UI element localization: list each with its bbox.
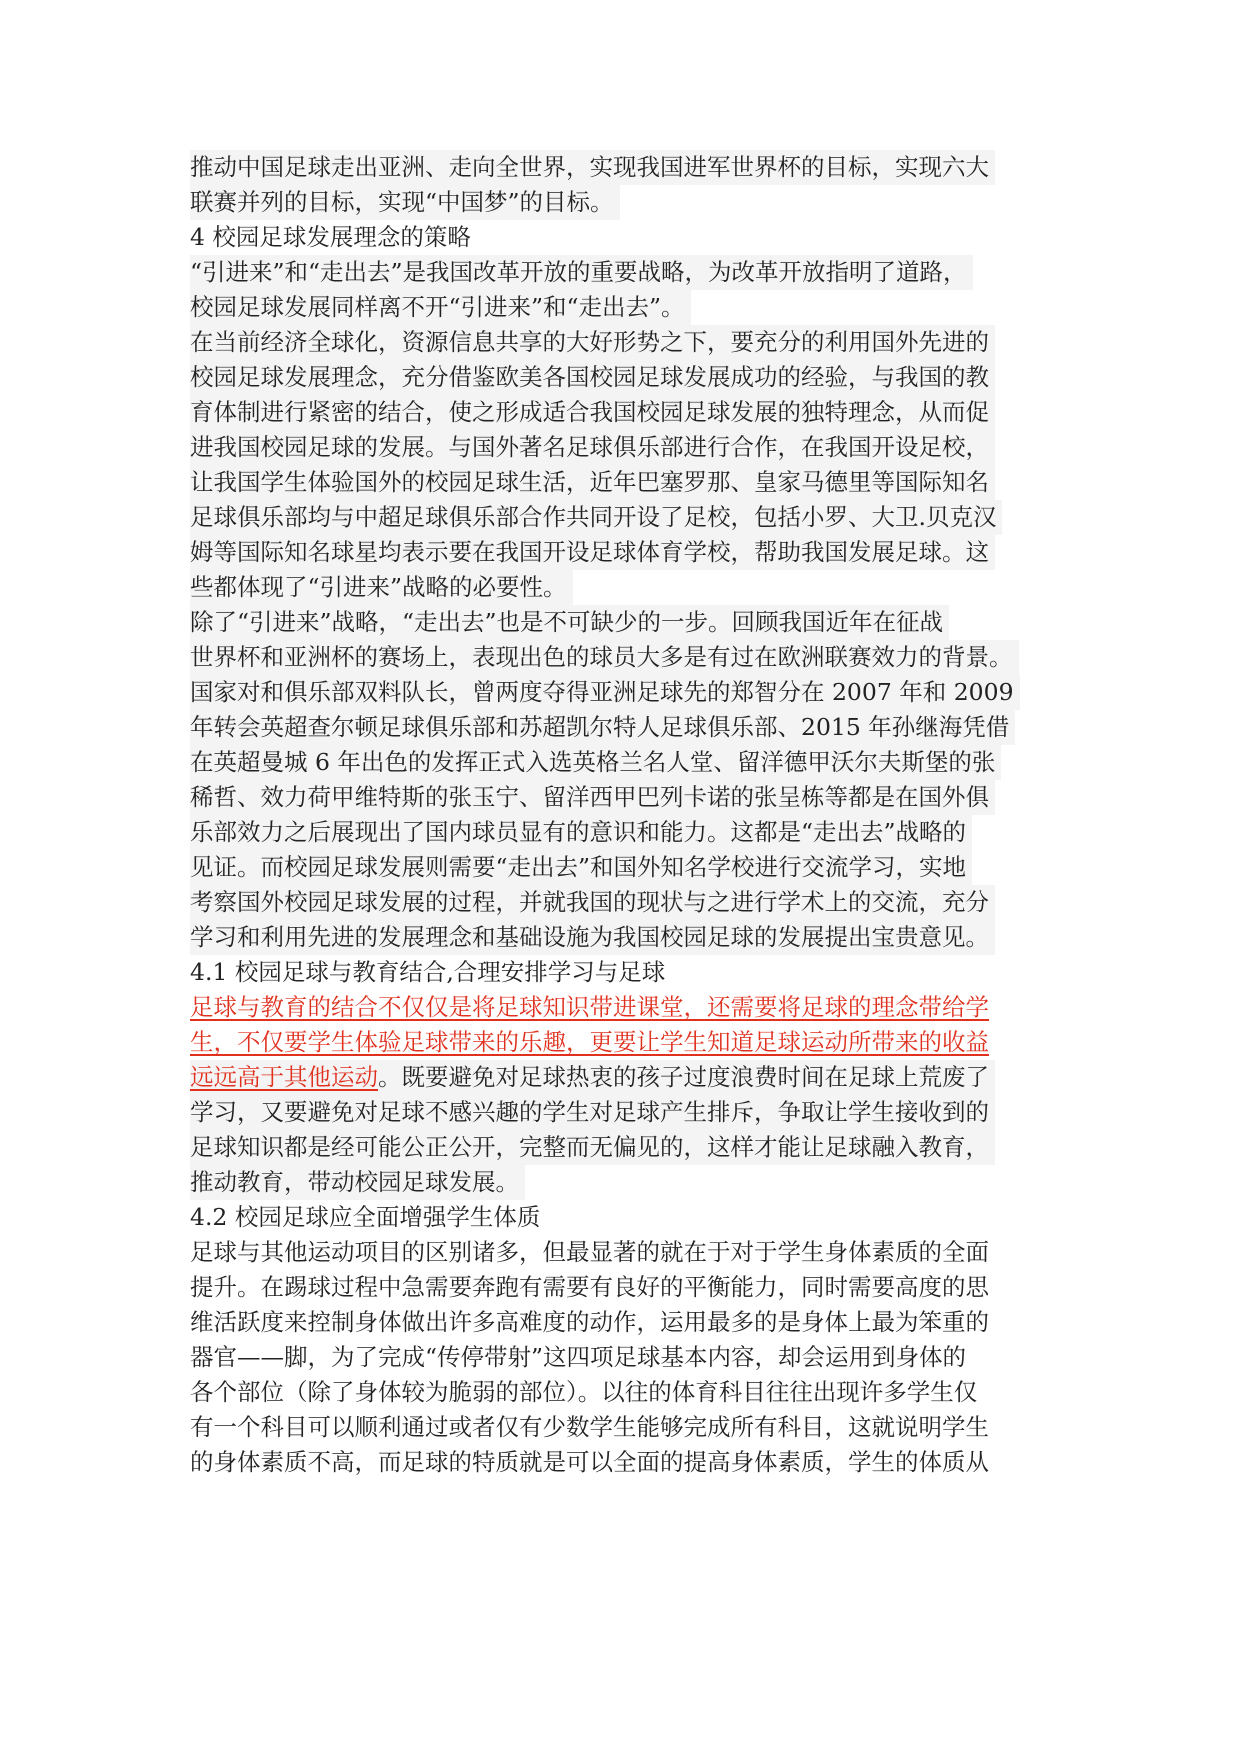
line-text: 有一个科目可以顺利通过或者仅有少数学生能够完成所有科目，这就说明学生 <box>190 1413 989 1441</box>
line-text: 推动中国足球走出亚洲、走向全世界，实现我国进军世界杯的目标，实现六大 <box>190 153 989 181</box>
highlighted-text: 远远高于其他运动 <box>190 1063 378 1091</box>
line-text: 校园足球发展理念，充分借鉴欧美各国校园足球发展成功的经验，与我国的教 <box>190 363 989 391</box>
line-text: 些都体现了“引进来”战略的必要性。 <box>190 573 567 601</box>
section-heading <box>190 955 1070 990</box>
line-text: 年转会英超查尔顿足球俱乐部和苏超凯尔特人足球俱乐部、2015 年孙继海凭借 <box>190 713 1010 741</box>
text-line <box>190 1060 1070 1095</box>
text-line <box>190 500 1070 535</box>
text-line <box>190 815 1070 850</box>
line-text: 联赛并列的目标，实现“中国梦”的目标。 <box>190 188 614 216</box>
line-text: 推动教育，带动校园足球发展。 <box>190 1168 519 1196</box>
line-text: 4.2 校园足球应全面增强学生体质 <box>190 1203 541 1231</box>
line-text: 的身体素质不高，而足球的特质就是可以全面的提高身体素质，学生的体质从 <box>190 1448 989 1476</box>
text-line <box>190 325 1070 360</box>
line-text: 各个部位（除了身体较为脆弱的部位）。以往的体育科目往往出现许多学生仅 <box>190 1378 978 1406</box>
line-text: 稀哲、效力荷甲维特斯的张玉宁、留洋西甲巴列卡诺的张呈栋等都是在国外俱 <box>190 783 989 811</box>
text-line <box>190 465 1070 500</box>
line-text: 学习，又要避免对足球不感兴趣的学生对足球产生排斥，争取让学生接收到的 <box>190 1098 989 1126</box>
text-line <box>190 1340 1070 1375</box>
line-text: 器官——脚，为了完成“传停带射”这四项足球基本内容，却会运用到身体的 <box>190 1343 967 1371</box>
document-body <box>190 150 1070 1480</box>
line-text: 国家对和俱乐部双料队长，曾两度夺得亚洲足球先的郑智分在 2007 年和 2009 <box>190 678 1014 706</box>
line-text: 足球知识都是经可能公正公开，完整而无偏见的，这样才能让足球融入教育， <box>190 1133 989 1161</box>
line-text: 维活跃度来控制身体做出许多高难度的动作，运用最多的是身体上最为笨重的 <box>190 1308 989 1336</box>
line-text: 育体制进行紧密的结合，使之形成适合我国校园足球发展的独特理念，从而促 <box>190 398 989 426</box>
text-line <box>190 1270 1070 1305</box>
text-line <box>190 290 1070 325</box>
text-line <box>190 1375 1070 1410</box>
line-text: 。既要避免对足球热衷的孩子过度浪费时间在足球上荒废了 <box>378 1063 989 1091</box>
text-line <box>190 1165 1070 1200</box>
text-line <box>190 780 1070 815</box>
text-line <box>190 1130 1070 1165</box>
text-line <box>190 640 1070 675</box>
line-text: 学习和利用先进的发展理念和基础设施为我国校园足球的发展提出宝贵意见。 <box>190 923 989 951</box>
line-text: 校园足球发展同样离不开“引进来”和“走出去”。 <box>190 293 685 321</box>
line-text: 世界杯和亚洲杯的赛场上，表现出色的球员大多是有过在欧洲联赛效力的背景。 <box>190 643 1013 671</box>
text-line <box>190 255 1070 290</box>
line-text: 考察国外校园足球发展的过程，并就我国的现状与之进行学术上的交流，充分 <box>190 888 989 916</box>
section-heading <box>190 1200 1070 1235</box>
text-line <box>190 150 1070 185</box>
text-line <box>190 710 1070 745</box>
text-line <box>190 535 1070 570</box>
text-line <box>190 1235 1070 1270</box>
line-text: “引进来”和“走出去”是我国改革开放的重要战略，为改革开放指明了道路， <box>190 258 967 286</box>
text-line <box>190 1410 1070 1445</box>
highlighted-text: 足球与教育的结合不仅仅是将足球知识带进课堂，还需要将足球的理念带给学 <box>190 993 989 1021</box>
text-line <box>190 920 1070 955</box>
line-text: 除了“引进来”战略，“走出去”也是不可缺少的一步。回顾我国近年在征战 <box>190 608 944 636</box>
text-line <box>190 1025 1070 1060</box>
text-line <box>190 990 1070 1025</box>
line-text: 提升。在踢球过程中急需要奔跑有需要有良好的平衡能力，同时需要高度的思 <box>190 1273 989 1301</box>
line-text: 让我国学生体验国外的校园足球生活，近年巴塞罗那、皇家马德里等国际知名 <box>190 468 989 496</box>
line-text: 见证。而校园足球发展则需要“走出去”和国外知名学校进行交流学习，实地 <box>190 853 967 881</box>
line-text: 乐部效力之后展现出了国内球员显有的意识和能力。这都是“走出去”战略的 <box>190 818 967 846</box>
text-line <box>190 745 1070 780</box>
text-line <box>190 885 1070 920</box>
text-line <box>190 430 1070 465</box>
text-line <box>190 1095 1070 1130</box>
text-line <box>190 360 1070 395</box>
text-line <box>190 1305 1070 1340</box>
text-line <box>190 395 1070 430</box>
text-line <box>190 675 1070 710</box>
line-text: 4.1 校园足球与教育结合,合理安排学习与足球 <box>190 958 666 986</box>
highlighted-text: 生，不仅要学生体验足球带来的乐趣，更要让学生知道足球运动所带来的收益 <box>190 1028 989 1056</box>
line-text: 在当前经济全球化，资源信息共享的大好形势之下，要充分的利用国外先进的 <box>190 328 989 356</box>
line-text: 足球俱乐部均与中超足球俱乐部合作共同开设了足校，包括小罗、大卫.贝克汉 <box>190 503 997 531</box>
text-line <box>190 570 1070 605</box>
line-text: 在英超曼城 6 年出色的发挥正式入选英格兰名人堂、留洋德甲沃尔夫斯堡的张 <box>190 748 996 776</box>
line-text: 4 校园足球发展理念的策略 <box>190 223 471 251</box>
line-text: 进我国校园足球的发展。与国外著名足球俱乐部进行合作，在我国开设足校， <box>190 433 989 461</box>
line-text: 姆等国际知名球星均表示要在我国开设足球体育学校，帮助我国发展足球。这 <box>190 538 989 566</box>
line-text: 足球与其他运动项目的区别诸多，但最显著的就在于对于学生身体素质的全面 <box>190 1238 989 1266</box>
text-line <box>190 1445 1070 1480</box>
text-line <box>190 850 1070 885</box>
text-line <box>190 185 1070 220</box>
text-line <box>190 605 1070 640</box>
section-heading <box>190 220 1070 255</box>
